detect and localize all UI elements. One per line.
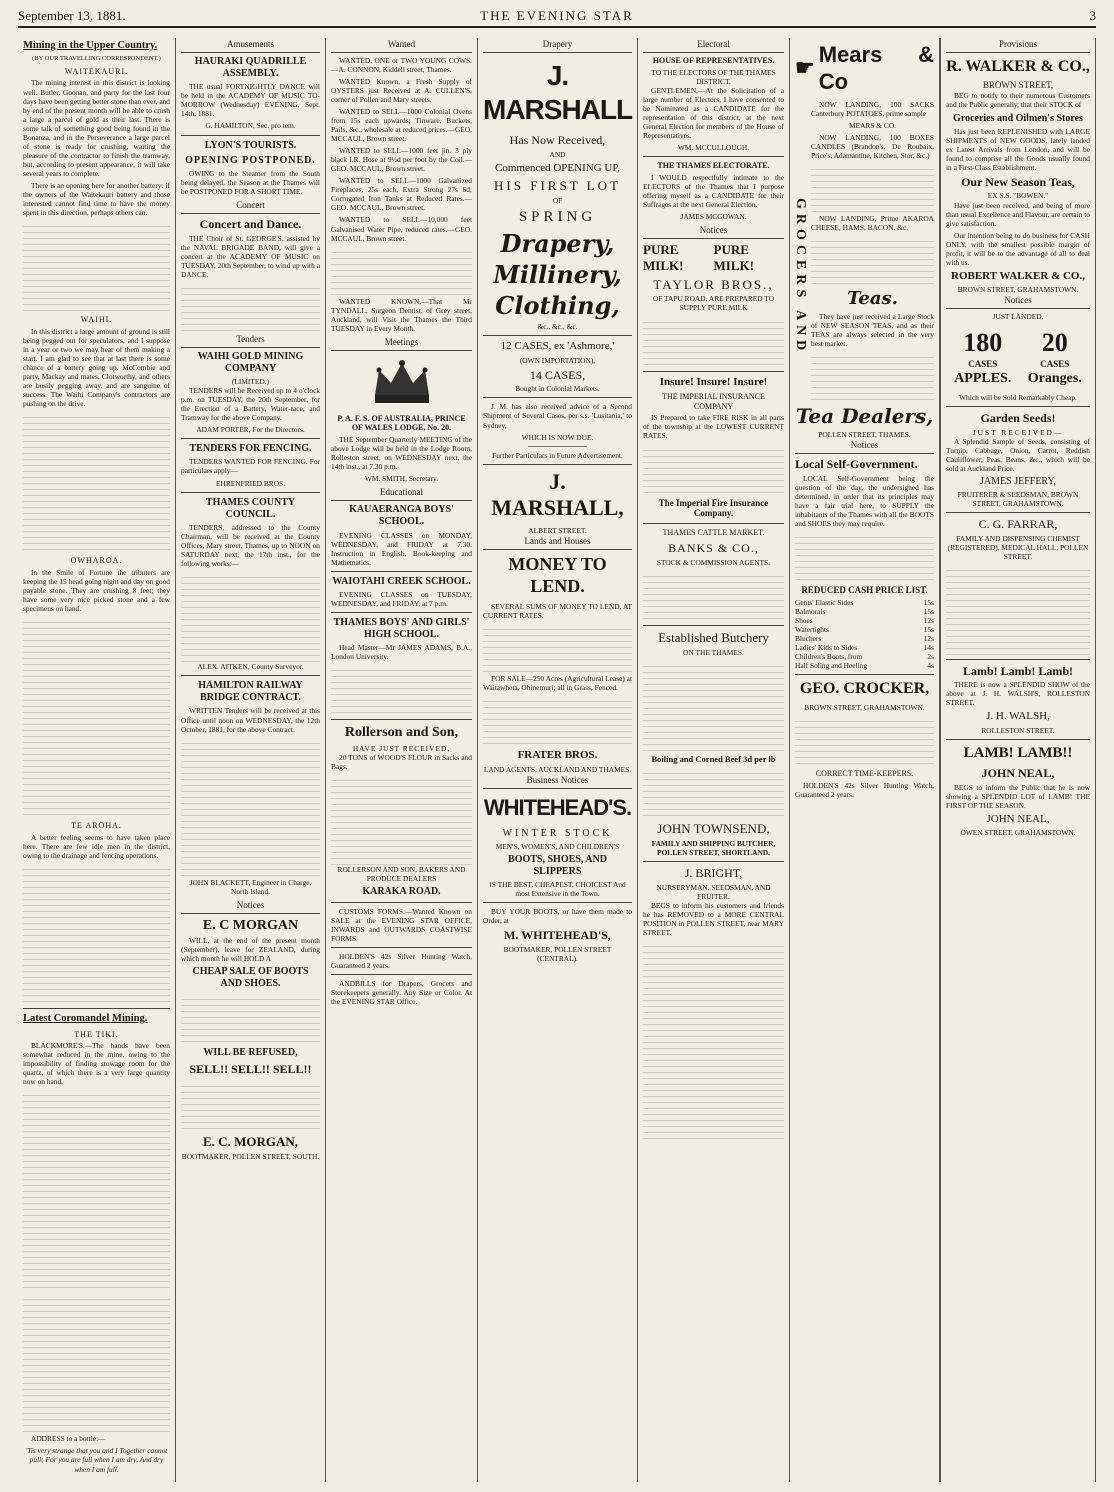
ad-text: TENDERS will be Received up to 4 o'clock p.m. on TUESDAY, the 20th September, for the Erection of a Battery, Water-race, and Tramway for the above Company. [181, 386, 320, 423]
ad-text: LOCAL Self-Government being the question of the day, the undersigned has determined, in order that its principles may have a fair trial here, to SUPPLY the inhabitants of the Thames with all the BOOTS and SHOES they may require. [795, 474, 934, 529]
price-item: Balmorals [795, 607, 826, 617]
ad-heading: LYON'S TOURISTS. [204, 139, 297, 151]
apples-count: 180 [963, 328, 1003, 358]
ad-text: I WOULD respectfully intimate to the ELECTORS of the Thames that I purpose offering myself as a CANDIDATE for their Suffrages at the next General Election. [643, 172, 784, 209]
column-drapery [478, 38, 638, 1482]
ad-text: WANTED to SELL—1000 Colonial Ovens from 15s each upwards; Tinware, Buckets, Pails, &c., wholesale at reduced prices.—GEO. MCCAUL, Brown street. [331, 107, 472, 144]
price-row [795, 643, 934, 652]
ad-heading: J. MARSHALL [483, 59, 633, 126]
section-header: Concert [181, 199, 320, 214]
ad-text: BROWN STREET, GRAHAMSTOWN. [957, 285, 1079, 295]
ad-text: IS Prepared to take FIRE RISK in all parts of the township at the LOWEST CURRENT RATES. [643, 413, 784, 441]
ad-text: FAMILY AND DISPENSING CHEMIST (REGISTERED), MEDICAL HALL, POLLEN STREET. [947, 533, 1089, 561]
ad-heading: The Imperial Fire Insurance Company. [658, 497, 769, 519]
column-provisions [940, 38, 1096, 1482]
paragraph: The mining interest in this district is looking well. Butler, Goonan, and party for the last four days have been getting better stone than ever, and by end of the present month will be able to crush a large a parcel of gold as their last. There is some talk of something good being found in the Bonanza, and in the Perseverance a large parcel of stone is ready for crushing, waiting the pleasure of the contractor to finish the tramway, but, according to present appearance, it will take several years to complete. [23, 78, 170, 178]
price-value: 4s [927, 661, 934, 671]
text-block [23, 221, 170, 311]
ad-heading: JOHN NEAL, [981, 766, 1055, 781]
ad-subheading: (LIMITED.) [231, 377, 270, 387]
price-value: 14s [923, 643, 934, 653]
price-row [795, 661, 934, 670]
ad-heading: J. BRIGHT, [684, 866, 743, 881]
ad-text: MEN'S, WOMEN'S, AND CHILDREN'S [495, 841, 620, 851]
ad-text: TENDERS WANTED FOR FENCING. For particulars apply— [181, 457, 320, 476]
ad-text: Commenced OPENING UP, [495, 161, 620, 174]
ad-text: OWEN STREET, GRAHAMSTOWN. [960, 828, 1076, 838]
ad-text: Bought in Colonial Markets. [515, 384, 600, 394]
ad-text: BROWN STREET, [982, 80, 1054, 91]
ad-heading: Groceries and Oilmen's Stores [953, 112, 1083, 124]
ad-heading: THAMES COUNTY COUNCIL. [205, 496, 296, 520]
ad-heading: JOHN NEAL, [986, 812, 1050, 825]
subheading: THE TIKI. [74, 1029, 119, 1039]
text-block [643, 941, 784, 1141]
subheading: TE AROHA. [71, 820, 122, 830]
apples-label: APPLES. [954, 370, 1012, 386]
ad-text: WRITTEN Tenders will be received at this Office until noon on WEDNESDAY, the 12th October, 1881, for the above Contract. [181, 706, 320, 734]
column-amusements [176, 38, 326, 1482]
ad-signature: WM. MCCULLOUGH. [677, 142, 750, 152]
ad-heading: LAMB! LAMB!! [963, 744, 1073, 761]
ad-text: ROLLESTON STREET. [981, 725, 1055, 735]
ad-text: BEG to notify to their numerous Customers and the Public generally, that their STOCK of [946, 91, 1090, 110]
section-header: Notices [643, 224, 784, 239]
text-block [181, 283, 320, 333]
ad-text: WHICH IS NOW DUE. [521, 432, 594, 442]
text-block [181, 738, 320, 878]
article-title: Latest Coromandel Mining. [23, 1012, 148, 1024]
pointing-hand-icon: ☛ [795, 55, 815, 81]
ad-text: BROWN STREET, GRAHAMSTOWN. [804, 702, 925, 712]
price-row [795, 616, 934, 625]
ad-text: WANTED Known, a Fresh Supply of OYSTERS just Received at A. CULLEN'S, corner of Pollen and Mary streets. [331, 77, 472, 105]
ad-text: WANTED to SELL—1000 feet jin. 3 ply black I.R. Hose at 9½d per foot by the Coil.—GEO. MCCAUL, Brown street. [331, 146, 472, 174]
price-row [795, 598, 934, 607]
price-item: Watertights [795, 625, 829, 635]
ad-text: HOLDEN'S 42s Silver Hunting Watch, Guaranteed 2 years. [331, 952, 472, 971]
ad-text: &c., &c., &c. [537, 322, 578, 332]
ad-heading: REDUCED CASH PRICE LIST. [801, 585, 928, 596]
crown-emblem [367, 355, 437, 410]
newspaper-title: THE EVENING STAR [480, 8, 634, 23]
ad-heading: FRATER BROS. [517, 749, 598, 762]
ad-text: OF TAPU ROAD, ARE PREPARED TO SUPPLY PURE MILK [652, 294, 775, 313]
ad-heading: JAMES JEFFERY, [980, 475, 1056, 487]
ad-signature: JAMES MCGOWAN. [680, 211, 747, 221]
ad-heading: Mears & Co [818, 42, 934, 94]
ad-heading: Garden Seeds! [980, 410, 1056, 425]
text-block [811, 236, 934, 286]
ad-heading: Tea Dealers, [795, 403, 934, 428]
oranges-label: Oranges. [1027, 370, 1082, 386]
ad-text: GENTLEMEN,—At the Solicitation of a large number of Electors, I have consented to be Nominated as a CANDIDATE for the representation of this district, at the next General Election for members of the House of Representatives. [643, 85, 784, 140]
ad-signature: ALEX. AITKEN, County Surveyor. [197, 662, 304, 672]
ad-heading: WILL BE REFUSED, [203, 1047, 298, 1059]
ad-heading: CORRECT TIME-KEEPERS. [815, 768, 914, 778]
ad-text: FOR SALE—250 Acres (Agricultural Lease) at Waitawheta, Ohinemuri; all in Grass, Fenced. [483, 674, 633, 693]
ad-heading: J. H. WALSH, [986, 710, 1050, 723]
ad-heading: Rollerson and Son, [344, 725, 459, 741]
section-header: Business Notices [483, 774, 632, 789]
ad-heading: M. WHITEHEAD'S, [504, 928, 611, 943]
oranges-count: 20 [1041, 328, 1068, 358]
ad-heading: THAMES CATTLE MARKET. [662, 528, 765, 538]
price-value: 12s [923, 616, 934, 626]
subheading: WAIHI. [80, 314, 113, 324]
ad-heading: C. G. FARRAR, [978, 517, 1058, 531]
apples-unit: CASES [968, 358, 998, 369]
ad-heading: E. C. MORGAN, [203, 1133, 298, 1149]
ad-heading: HAURAKI QUADRILLE ASSEMBLY. [194, 55, 307, 80]
ad-heading: SELL!! SELL!! SELL!! [189, 1062, 312, 1077]
price-item: Half Soling and Heeling [795, 661, 868, 671]
byline: (BY OUR TRAVELLING CORRESPONDENT.) [32, 54, 161, 62]
ad-heading: Insure! Insure! Insure! [659, 375, 768, 388]
verse-intro: ADDRESS to a bottle:— [31, 1434, 106, 1444]
price-value: 12s [923, 634, 934, 644]
ad-heading: Concert and Dance. [199, 216, 302, 231]
ad-heading: OPENING POSTPONED. [185, 154, 316, 166]
apples-stat [954, 327, 1011, 387]
price-item: Ladies' Kids to Sides [795, 643, 858, 653]
price-item: Bluchers [795, 634, 822, 644]
ad-text: FAMILY AND SHIPPING BUTCHER, POLLEN STREET, SHORTLAND. [651, 838, 776, 857]
ad-heading: CHEAP SALE OF BOOTS AND SHOES. [192, 965, 309, 989]
ad-text: Head Master—Mr JAMES ADAMS, B.A., London University. [331, 643, 472, 662]
ad-heading: PURE MILK! [713, 241, 754, 273]
ad-signature: WM. SMITH, Secretary. [364, 474, 439, 484]
text-block [23, 617, 170, 817]
price-item: Children's Boots, from [795, 652, 863, 662]
ad-heading: Clothing, [495, 291, 620, 321]
ad-text: WANTED KNOWN,—That Mr TYNDALL, Surgeon Dentist, of Grey street, Auckland, will Visit the Thames the Third TUESDAY in Every Month. [331, 296, 472, 333]
section-header: Notices [946, 294, 1090, 309]
text-block [331, 775, 472, 865]
ad-text: OWING to the Steamer from the South being delayed, the Season at the Thames will be POSTPONED FOR A SHORT TIME. [181, 168, 320, 196]
ad-heading: KAUAERANGA BOYS' SCHOOL. [349, 504, 454, 528]
ad-signature: ADAM PORTER, For the Directors. [196, 425, 305, 435]
ad-heading: THE THAMES ELECTORATE. [657, 161, 770, 170]
ad-text: AND [549, 149, 566, 159]
ad-heading: KARAKA ROAD. [362, 885, 441, 897]
text-block [643, 317, 784, 367]
oranges-stat [1028, 327, 1082, 387]
price-item: Shoes [795, 616, 813, 626]
ad-text: BEGS to inform the Public that he is now showing a SPLENDID LOT of LAMB! THE FIRST OF THE SEASON. [946, 782, 1090, 810]
ad-text: WANTED to SELL—1000 Galvanized Fireplaces, 25s each, Extra Strong 27s 6d; Corrugated Iron Tanks at Reduced Rates.—GEO. MCCAUL, Brown street. [331, 176, 472, 213]
ad-text: Has Now Received, [509, 133, 606, 148]
text-block [23, 1090, 170, 1290]
ad-heading: WHITEHEAD'S. [483, 794, 632, 820]
ad-heading: E. C MORGAN [202, 917, 299, 933]
ad-heading: BANKS & CO., [668, 541, 759, 556]
section-header: Tenders [181, 333, 320, 348]
article-title: Mining in the Upper Country. [23, 40, 158, 51]
section-header: Notices [795, 439, 934, 454]
ad-text: ALBERT STREET. [528, 526, 587, 536]
section-header: Meetings [331, 336, 472, 351]
ad-signature: EHRENFRIED BROS. [216, 478, 285, 488]
ad-text: EX S.S. "BOWEN," [987, 191, 1049, 201]
stock-figures [946, 327, 1090, 387]
ad-heading: GEO. CROCKER, [799, 680, 930, 698]
ad-signature: MEARS & CO. [848, 120, 897, 130]
section-header: Notices [181, 899, 320, 914]
ad-text: BUY YOUR BOOTS, or have them made to Order, at [483, 907, 632, 926]
text-block [181, 572, 320, 662]
price-row [795, 634, 934, 643]
ad-text: J. M. has also received advice of a Second Shipment of Several Cases, per s.s. 'Lusitania,' to Sydney, [483, 402, 632, 430]
ad-heading: 14 CASES, [529, 367, 586, 382]
ad-text: THE usual FORTNIGHTLY DANCE will be held in the ACADEMY OF MUSIC TO-MORROW (Wednesday) EVENING, Sept. 14th, 1881. [181, 82, 320, 119]
text-block [643, 571, 784, 621]
ad-text: A Splendid Sample of Seeds, consisting of Turnip, Cabbage, Onion, Carrot, Reddish Cauliflower, Peas, Beans, &c., which will be sold at Auckland Price. [946, 436, 1090, 473]
ad-text: IS THE BEST, CHEAPEST, CHOICEST And most Extensive in the Town. [489, 880, 626, 899]
section-header: Lands and Houses [483, 535, 632, 550]
issue-date: September 13, 1881. [18, 8, 126, 23]
ad-text: BOOTMAKER, POLLEN STREET (CENTRAL). [503, 944, 612, 963]
ad-heading: 12 CASES, ex 'Ashmore,' [500, 340, 615, 353]
ad-text: BEGS to inform his customers and friends he has REMOVED to a MORE CENTRAL POSITION in POLLEN STREET, near MARY STREET. [643, 900, 784, 937]
ad-heading: Our New Season Teas, [961, 174, 1075, 189]
ad-heading: PURE MILK! [643, 241, 684, 273]
ad-heading: HAMILTON RAILWAY BRIDGE CONTRACT. [198, 680, 303, 704]
ad-heading: BOOTS, SHOES, AND SLIPPERS [508, 853, 607, 877]
text-block [811, 352, 934, 402]
text-block [331, 665, 472, 715]
ad-heading: SPRING [518, 209, 597, 226]
ad-heading: Local Self-Government. [795, 457, 918, 472]
subheading: WAITEKAURI. [64, 66, 129, 76]
section-header: Drapery [483, 38, 632, 53]
ad-text: THERE is now a SPLENDID SHOW of the above at J. H. WALSH'S, ROLLESTON STREET. [946, 680, 1090, 708]
ad-text: WANTED, ONE or TWO YOUNG COWS.—A. CONNON, Kiddell street, Thames. [331, 55, 472, 74]
ad-text: NURSERYMAN, SEEDSMAN, AND FRUITER. [656, 882, 771, 901]
text-block [181, 1081, 320, 1131]
ad-heading: MONEY TO LEND. [508, 554, 607, 597]
ad-text: THE Choir of St. GEORGE'S, assisted by the NAVAL BRIGADE BAND, will give a concert at the ACADEMY OF MUSIC on TUESDAY, 20th September, to wind up with a DANCE. [181, 233, 320, 279]
ad-text: WILL, at the end of the present month (September), leave for ZEALAND, during which month he will HOLD A [181, 935, 320, 963]
masthead [18, 6, 1096, 28]
ad-text: SEVERAL SUMS OF MONEY TO LEND, AT CURRENT RATES. [483, 602, 632, 621]
price-value: 15s [923, 607, 934, 617]
ad-heading: WAIHI GOLD MINING COMPANY [197, 350, 304, 374]
ad-text: TENDERS, addressed to the County Chairman, will be received at the County Offices, Mary street, Thames, up to NOON on SATURDAY next, the 17th inst., for the following works:— [181, 522, 320, 569]
text-block [946, 565, 1090, 655]
ad-text: LAND AGENTS, AUCKLAND AND THAMES. [483, 764, 632, 774]
ad-heading: JOHN TOWNSEND, [657, 821, 770, 837]
ad-text: JUST RECEIVED— [972, 427, 1064, 437]
ad-text: They have just received a Large Stock of NEW SEASON TEAS, and as their TEAS are always selected in the very best market. [811, 311, 934, 348]
paragraph: BLACKMORE'S.—The hands have been somewhat reduced in the mine, owing to the impossibility of finding stowage room for the quartz, of which there is a very large quantity now on hand. [23, 1041, 170, 1087]
text-block [181, 994, 320, 1044]
text-block [23, 412, 170, 552]
paragraph: A better feeling seems to have taken place here. There are few idle men in the district, owing to the drainage and fencing operations. [23, 832, 170, 860]
ad-text: NOW LANDING, 100 BOXES CANDLES (Brandon's, De Roubaix, Price's, Adamantine, Kitchen, Stor, &c.) [811, 132, 934, 160]
ad-heading: Drapery, [500, 228, 615, 258]
text-block [643, 445, 784, 495]
text-block [643, 768, 784, 818]
ad-text: STOCK & COMMISSION AGENTS. [656, 557, 771, 567]
text-block [795, 532, 934, 582]
column-grocers [790, 38, 940, 1482]
section-header: Provisions [946, 38, 1090, 53]
price-list [795, 598, 934, 670]
ad-text: ANDBILLS for Drapers, Grocers and Storekeepers generally. Any Size or Color. At the EVENING STAR Office. [331, 979, 472, 1007]
ad-text: WANTED to SELL—10,000 feet Galvanised Water Pipe, reduced rates.—GEO. MCCAUL, Brown street. [331, 215, 472, 243]
section-header: Wanted [331, 38, 472, 53]
ad-heading: THE IMPERIAL INSURANCE COMPANY [662, 391, 765, 411]
paragraph: In the Smile of Fortune the tributers are keeping the 15 head going night and day on good payable stone. They are crushing 8 feet; they have some very nice picked stone and a few specimens on hand. [23, 567, 170, 613]
oranges-unit: CASES [1040, 358, 1070, 369]
section-header: Amusements [181, 38, 320, 53]
text-block [23, 1294, 170, 1434]
text-block [643, 661, 784, 751]
ad-heading: TAYLOR BROS., [653, 276, 774, 292]
ad-text: NOW LANDING, Prime AKAROA CHEESE, HAMS, BACON, &c. [811, 213, 934, 232]
ad-heading: Millinery, [493, 259, 622, 289]
price-row [795, 625, 934, 634]
ad-text: BOOTMAKER, POLLEN STREET, SOUTH. [181, 1151, 320, 1161]
ad-heading: Boiling and Corned Beef 3d per lb [651, 753, 776, 764]
ad-text: JUST LANDED, [992, 312, 1044, 322]
paragraph: There is an opening here for another battery: if the owners of the Waitekauri battery and those interested cannot find time to have the money spent in this direction, perhaps others can. [23, 180, 170, 217]
ad-text: NOW LANDING, 100 SACKS Canterbury POTATOES, prime sample [811, 99, 934, 118]
ad-text: Which will be Sold Remarkably Cheap. [959, 392, 1077, 402]
price-item: Gents' Elastic Sides [795, 598, 854, 608]
ad-signature: JOHN BLACKETT, Engineer in Charge, North Island. [189, 877, 312, 896]
page-number: 3 [1089, 8, 1096, 23]
text-block [795, 716, 934, 766]
text-block [23, 864, 170, 1004]
ad-text: Has just been REPLENISHED with LARGE SHIPMENTS of NEW GOODS, lately landed ex Latest Arrivals from London, and will be found to comprise all the Goods usually found in a First-Class Establishment. [946, 126, 1090, 172]
ad-signature: G. HAMILTON, Sec. pro tem. [205, 121, 296, 131]
ad-text: OF [552, 196, 563, 206]
mears-logo [795, 42, 934, 96]
ad-text: THE September Quarterly MEETING of the above Lodge will be held in the Lodge Room, Rolleston street, on WEDNESDAY next, the 14th inst., at 7.30 p.m. [331, 435, 472, 472]
section-header: Electoral [643, 38, 784, 53]
ad-heading: WINTER STOCK [502, 827, 613, 839]
text-block [483, 696, 632, 746]
ad-heading: THAMES BOYS' AND GIRLS' HIGH SCHOOL. [333, 617, 470, 641]
column-electoral [638, 38, 790, 1482]
ad-heading: R. WALKER & CO., [946, 57, 1090, 75]
ad-text: (OWN IMPORTATION), [519, 355, 596, 365]
ad-text: CUSTOMS FORMS.—Wanted Known on SALE at the EVENING STAR OFFICE, INWARDS and OUTWARDS COASTWISE FORMS. [331, 906, 472, 943]
ad-heading: TENDERS FOR FENCING. [189, 443, 312, 455]
ad-text: 20 TONS of WOOD'S FLOUR in Sacks and Bags. [331, 752, 472, 771]
ad-heading: P. A. F. S. OF AUSTRALIA, PRINCE OF WALES LODGE, No. 20. [337, 413, 466, 433]
ad-text: HOLDEN'S 42s Silver Hunting Watch, Guaranteed 2 years. [795, 780, 934, 799]
text-block [331, 247, 472, 297]
section-header: Educational [331, 486, 472, 501]
price-value: 2s [927, 652, 934, 662]
subheading: OWHAROA. [70, 555, 123, 565]
ad-subheading: HAVE JUST RECEIVED, [352, 743, 451, 753]
ad-text: TO THE ELECTORS OF THE THAMES DISTRICT. [651, 67, 776, 86]
price-value: 15s [923, 598, 934, 608]
column-mining [18, 38, 176, 1482]
column-wanted [326, 38, 478, 1482]
ad-heading: J. MARSHALL, [491, 468, 624, 521]
price-row [795, 607, 934, 616]
vertical-banner: GROCERS AND [793, 198, 809, 356]
ad-heading: Teas. [847, 287, 898, 309]
verse: 'Tis very strange that you and I Together cannot pull; For you are full when I am dry, And dry when I am full. [25, 1446, 168, 1474]
paragraph: In this district a large amount of ground is still being pegged out for speculators, and I suppose in a year or two we may hear of them making a start. I am glad to see that at last there is some chance of a battery going up. McCombie and party, Mackay and mates, Clotworthy, and others are busily pegging away, and are sanguine of success. The Waihi Company's contractors are pushing on the drive. [23, 326, 170, 408]
text-block [483, 624, 632, 674]
ad-text: Further Particulars in Future Advertisement. [492, 450, 623, 460]
ad-heading: ROBERT WALKER & CO., [951, 269, 1085, 282]
ad-text: EVENING CLASSES on MONDAY, WEDNESDAY, and FRIDAY at 7.30. Instruction in English, Book-keeping and Mathematics. [331, 530, 472, 567]
ad-text: ROLLERSON AND SON, BAKERS AND PRODUCE DEALERS [337, 864, 466, 883]
ad-heading: HIS FIRST LOT [494, 178, 621, 194]
ad-heading: HOUSE OF REPRESENTATIVES. [652, 55, 775, 65]
ad-heading: Lamb! Lamb! Lamb! [962, 663, 1073, 678]
ad-text: Have just been received, and being of more than usual Excellence and Flavour, are certain to give satisfaction. [946, 200, 1090, 228]
ad-heading: WAIOTAHI CREEK SCHOOL. [332, 575, 471, 587]
ad-text: ON THE THAMES. [683, 647, 744, 657]
ad-text: FRUITERER & SEEDSMAN, BROWN STREET, GRAHAMSTOWN. [957, 489, 1079, 508]
price-value: 15s [923, 625, 934, 635]
text-block [811, 164, 934, 214]
price-row [795, 652, 934, 661]
ad-text: EVENING CLASSES on TUESDAY, WEDNESDAY, and FRIDAY, at 7 p.m. [331, 589, 472, 608]
ad-heading: Established Butchery [658, 629, 769, 645]
ad-text: Our intention being to do business for CASH ONLY, with the smallest possible margin of profit, it will be to the advantage of all to deal with us. [946, 230, 1090, 267]
ad-text: POLLEN STREET, THAMES. [818, 430, 911, 440]
